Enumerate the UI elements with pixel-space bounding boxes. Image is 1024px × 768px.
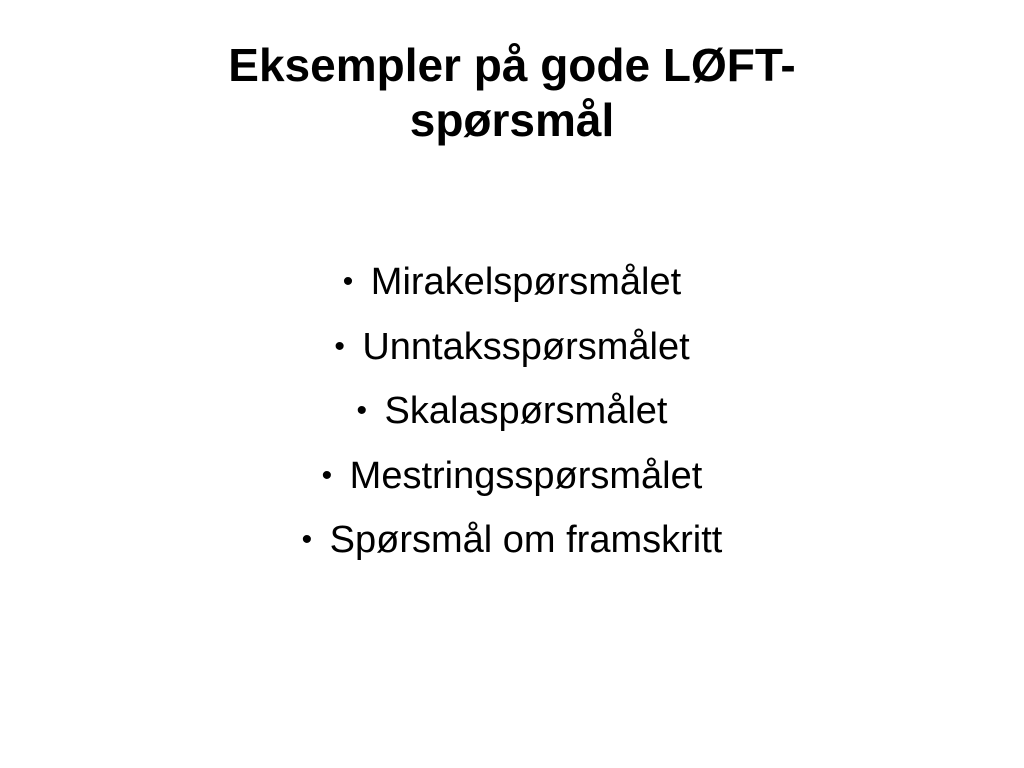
bullet-item-mestringssporsmalet xyxy=(112,444,912,509)
bullet-item-label: Mestringsspørsmålet xyxy=(349,454,703,497)
bullet-item-unntakssporsmalet xyxy=(112,315,912,380)
bullet-item-label: Unntaksspørsmålet xyxy=(362,325,690,368)
slide-title xyxy=(112,38,912,148)
bullet-item-label: Mirakelspørsmålet xyxy=(370,261,682,303)
bullet-list xyxy=(112,250,912,573)
bullet-item-skalasporsmalet xyxy=(112,379,912,444)
bullet-icon: • xyxy=(301,523,313,556)
bullet-item-label: Skalaspørsmålet xyxy=(384,390,668,432)
slide-title-line-1: Eksempler på gode LØFT- xyxy=(228,39,796,91)
bullet-item-label: Spørsmål om framskritt xyxy=(329,519,723,561)
bullet-item-sporsmal-om-framskritt xyxy=(112,508,912,573)
bullet-icon: • xyxy=(356,394,368,427)
bullet-icon: • xyxy=(321,458,333,492)
bullet-icon: • xyxy=(342,265,354,298)
bullet-item-mirakelsporsmalet xyxy=(112,250,912,315)
slide-title-line-2: spørsmål xyxy=(409,94,615,146)
bullet-icon: • xyxy=(334,329,345,363)
